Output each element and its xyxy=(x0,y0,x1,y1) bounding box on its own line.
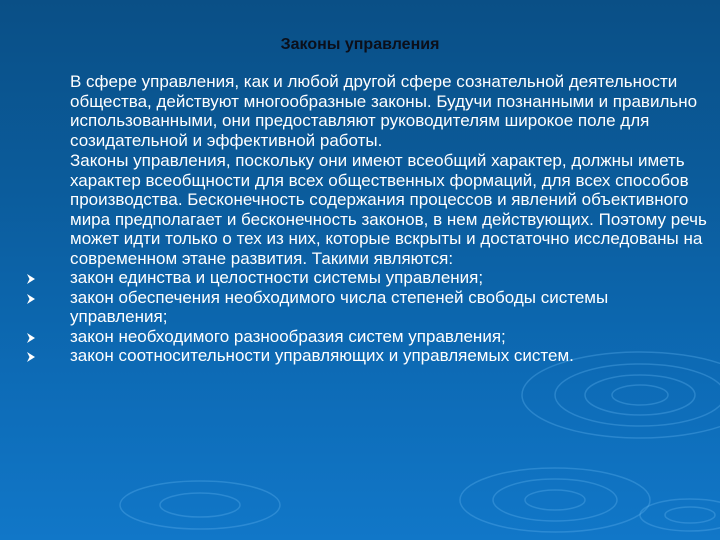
list-item xyxy=(20,268,710,288)
list-item-text: закон обеспечения необходимого числа степеней свободы системы управления; xyxy=(70,287,609,326)
arrow-bullet-icon xyxy=(26,351,36,363)
slide-title: Законы управления xyxy=(280,36,440,53)
list-item xyxy=(20,346,710,366)
paragraph-laws: Законы управления, поскольку они имеют всеобщий характер, должны иметь характер всеобщности для всех общественных формаций, для всех способов производства. Бесконечность содержания процессов и явлений объективного мира предполагает и бесконечность законов, в нем действующих. Поэтому речь может идти только о тех из них, которые вскрыты и достаточно исследованы на современном этане развития. Такими являются: xyxy=(70,151,707,268)
arrow-bullet-icon xyxy=(26,273,36,285)
arrow-bullet-icon xyxy=(26,293,36,305)
list-item xyxy=(20,288,710,327)
paragraph-intro: В сфере управления, как и любой другой сфере сознательной деятельности общества, действуют многообразные законы. Будучи познанными и правильно использованными, они предоставляют руководителям широкое поле для созидательной и эффективной работы. xyxy=(70,72,698,150)
list-item xyxy=(20,327,710,347)
laws-list xyxy=(20,268,710,366)
arrow-bullet-icon xyxy=(26,332,36,344)
list-item-text: закон соотносительности управляющих и управляемых систем. xyxy=(70,346,574,365)
list-item-text: закон необходимого разнообразия систем управления; xyxy=(70,326,506,346)
slide-body xyxy=(20,72,710,366)
list-item-text: закон единства и целостности системы управления; xyxy=(70,268,484,287)
